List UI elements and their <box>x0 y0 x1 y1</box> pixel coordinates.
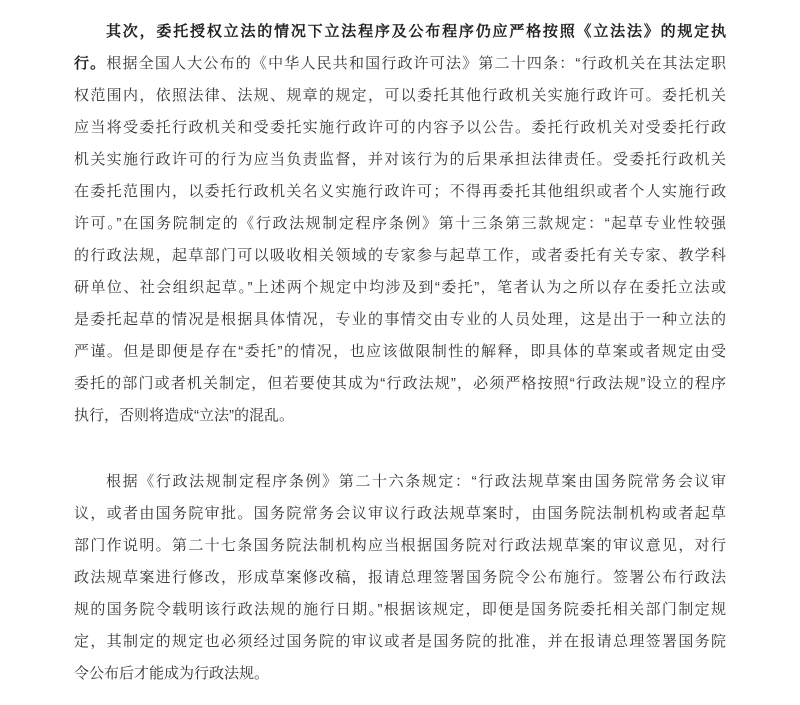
text-run: 机关实施行政许可的行为应当负责监督，并对该行为的后果承担法律责任。受委托行政机关 <box>74 151 726 168</box>
text-run: 政法规草案进行修改，形成草案修改稿，报请总理签署国务院令公布施行。签署公布行政法 <box>74 569 726 586</box>
text-run: 是委托起草的情况是根据具体情况，专业的事情交由专业的人员处理，这是出于一种立法的 <box>74 311 726 328</box>
text-line <box>74 272 726 304</box>
text-line <box>74 304 726 336</box>
text-run: 执行，否则将造成“立法”的混乱。 <box>74 407 294 424</box>
paragraph-1 <box>74 16 726 432</box>
text-line <box>74 16 726 48</box>
document-body <box>74 16 726 690</box>
text-line <box>74 80 726 112</box>
text-run: 许可。”在国务院制定的《行政法规制定程序条例》第十三条第三款规定：“起草专业性较强 <box>74 215 726 232</box>
text-run: 权范围内，依照法律、法规、规章的规定，可以委托其他行政机关实施行政许可。委托机关 <box>74 87 726 104</box>
text-run: 根据《行政法规制定程序条例》第二十六条规定：“行政法规草案由国务院常务会议审 <box>106 473 726 490</box>
text-run: 应当将受委托行政机关和受委托实施行政许可的内容予以公告。委托行政机关对受委托行政 <box>74 119 726 136</box>
text-run: 委托的部门或者机关制定，但若要使其成为“行政法规”，必须严格按照“行政法规”设立的程序 <box>74 375 726 392</box>
text-run: 严谨。但是即便是存在“委托”的情况，也应该做限制性的解释，即具体的草案或者规定由受 <box>74 343 726 360</box>
text-line <box>74 112 726 144</box>
text-line <box>74 48 726 80</box>
text-line <box>74 176 726 208</box>
text-run: 根据全国人大公布的《中华人民共和国行政许可法》第二十四条：“行政机关在其法定职 <box>106 55 726 72</box>
text-line <box>74 368 726 400</box>
text-line <box>74 530 726 562</box>
text-line <box>74 626 726 658</box>
bold-text-run: 行。 <box>74 55 107 72</box>
text-run: 令公布后才能成为行政法规。 <box>74 665 270 682</box>
text-line <box>74 498 726 530</box>
bold-text-run: 其次，委托授权立法的情况下立法程序及公布程序仍应严格按照《立法法》的规定执 <box>106 23 726 40</box>
text-run: 议，或者由国务院审批。国务院常务会议审议行政法规草案时，由国务院法制机构或者起草 <box>74 505 726 522</box>
paragraph-2 <box>74 466 726 690</box>
text-line <box>74 658 726 690</box>
text-run: 部门作说明。第二十七条国务院法制机构应当根据国务院对行政法规草案的审议意见，对行 <box>74 537 726 554</box>
text-run: 的行政法规，起草部门可以吸收相关领域的专家参与起草工作，或者委托有关专家、教学科 <box>74 247 726 264</box>
text-line <box>74 208 726 240</box>
text-line <box>74 336 726 368</box>
text-run: 规的国务院令载明该行政法规的施行日期。”根据该规定，即便是国务院委托相关部门制定规 <box>74 601 726 618</box>
text-run: 研单位、社会组织起草。”上述两个规定中均涉及到“委托”，笔者认为之所以存在委托立法或 <box>74 279 726 296</box>
text-line <box>74 144 726 176</box>
text-line <box>74 400 726 432</box>
text-line <box>74 594 726 626</box>
text-run: 在委托范围内，以委托行政机关名义实施行政许可；不得再委托其他组织或者个人实施行政 <box>74 183 726 200</box>
text-line <box>74 466 726 498</box>
text-line <box>74 562 726 594</box>
text-run: 定，其制定的规定也必须经过国务院的审议或者是国务院的批准，并在报请总理签署国务院 <box>74 633 726 650</box>
text-line <box>74 240 726 272</box>
